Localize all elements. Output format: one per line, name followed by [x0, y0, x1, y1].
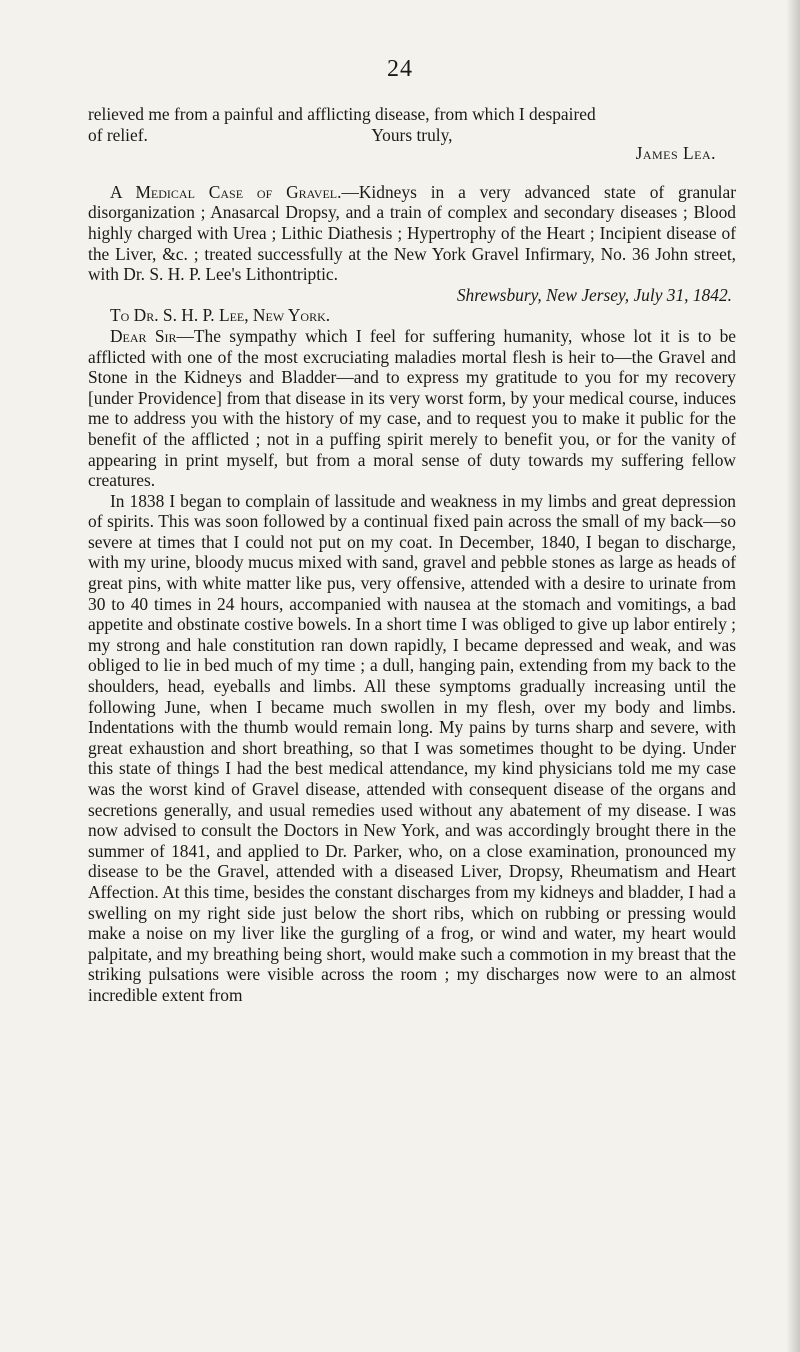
signature: James Lea. [635, 143, 716, 164]
body-paragraph-1 [88, 326, 736, 491]
letter-end-text: relieved me from a painful and afflicting disease, from which I despaired [88, 104, 596, 124]
closing-valediction: Yours truly, [371, 124, 453, 145]
closing-left: of relief. [88, 124, 148, 145]
page-edge-shadow [786, 0, 800, 1352]
body-paragraph-2: In 1838 I began to complain of lassitude and weakness in my limbs and great depression of spirits. This was soon followed by a continual fixed pain across the small of my back—so severe at times that I could not put on my coat. In December, 1840, I began to discharge, with my urine, bloody mucus mixed with sand, gravel and pebble stones as large as heads of great pins, with white matter like pus, very offensive, attended with a desire to urinate from 30 to 40 times in 24 hours, accompanied with nausea at the stomach and vomitings, a bad appetite and obstinate costive bowels. In a short time I was obliged to give up labor entirely ; my strong and hale constitution ran down rapidly, I became depressed and weak, and was obliged to lie in bed much of my time ; a dull, hanging pain, extending from my back to the shoulders, head, eyeballs and limbs. All these symptoms gradually increasing until the following June, when I became much swollen in my flesh, over my body and limbs. Indentations with the thumb would remain long. My pains by turns sharp and severe, with great exhaustion and short breathing, so that I was sometimes thought to be dying. Under this state of things I had the best medical attendance, my kind physicians told me my case was the worst kind of Gravel disease, attended with consequent disease of the organs and secretions generally, and usual remedies used without any abatement of my disease. I was now advised to consult the Doctors in New York, and was accordingly brought there in the summer of 1841, and applied to Dr. Parker, who, on a close examination, pronounced my disease to be the Gravel, attended with a diseased Liver, Dropsy, Rheumatism and Heart Affection. At this time, besides the constant discharges from my kidneys and bladder, I had a swelling on my right side just below the short ribs, which on rubbing or pressing would make a noise on my liver like the gurgling of a frog, or wind and water, my heart would palpitate, and my breathing being short, would make such a commotion in my breast that the striking pulsations were visible across the room ; my discharges now were to an almost incredible extent from [88, 490, 736, 1005]
salutation: Dear Sir [110, 325, 177, 346]
section-gap [88, 164, 736, 182]
page-number: 24 [387, 56, 413, 82]
address-line: To Dr. S. H. P. Lee, New York. [110, 305, 331, 326]
dateline: Shrewsbury, New Jersey, July 31, 1842. [456, 284, 732, 305]
body-paragraph-1-text: —The sympathy which I feel for suffering humanity, whose lot it is to be afflicted with one of the most excruciating maladies mortal flesh is heir to—the Gravel and Stone in the Kidneys and Bladder—and to express my gratitude to you for my recovery [under Providence] from that disease in its very worst form, by your medical course, induces me to address you with the history of my case, and to request you to make it public for the benefit of the afflicted ; not in a puffing spirit merely to benefit you, or for the vanity of appearing in print myself, but from a moral sense of duty towards my suffering fellow creatures. [88, 325, 736, 491]
case-heading-paragraph [88, 182, 736, 285]
case-heading: A Medical Case of Gravel. [110, 181, 342, 202]
letter-closing [88, 125, 736, 146]
text-column [88, 104, 736, 1006]
case-description: —Kidneys in a very advanced state of granular disorganization ; Anasarcal Dropsy, and a train of complex and secondary diseases ; Blood highly charged with Urea ; Lithic Diathesis ; Hypertrophy of the Heart ; Incipient disease of the Liver, &c. ; treated successfully at the New York Gravel Infirmary, No. 36 John street, with Dr. S. H. P. Lee's Lithontriptic. [88, 181, 736, 285]
